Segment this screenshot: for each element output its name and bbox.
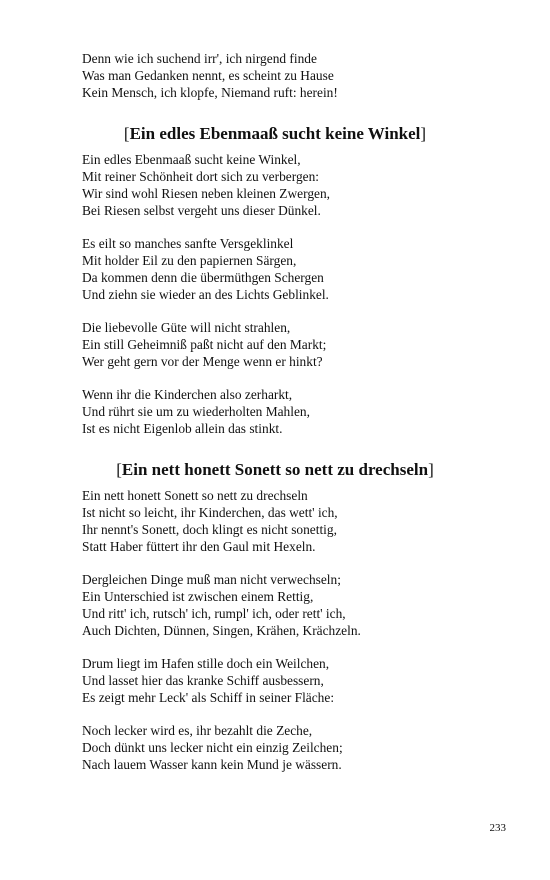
poem-line: Dergleichen Dinge muß man nicht verwechseln; xyxy=(82,572,341,587)
poem-line: Mit holder Eil zu den papiernen Särgen, xyxy=(82,253,297,268)
poem-line: Ein nett honett Sonett so nett zu drechseln xyxy=(82,488,308,503)
stanza xyxy=(82,386,502,437)
poem-line: Wenn ihr die Kinderchen also zerharkt, xyxy=(82,387,293,402)
opening-stanza xyxy=(82,50,502,101)
page-number: 233 xyxy=(489,822,506,834)
poem1-title-text: Ein edles Ebenmaaß sucht keine Winkel xyxy=(129,124,421,143)
poem-line: Ein still Geheimniß paßt nicht auf den Markt; xyxy=(82,337,327,352)
poem-line: Ihr nennt's Sonett, doch klingt es nicht sonettig, xyxy=(82,522,337,537)
poem-line: Und ritt' ich, rutsch' ich, rumpl' ich, oder rett' ich, xyxy=(82,606,346,621)
poem-line: Und rührt sie um zu wiederholten Mahlen, xyxy=(82,404,310,419)
poem-line: Die liebevolle Güte will nicht strahlen, xyxy=(82,320,291,335)
poem-line: Wer geht gern vor der Menge wenn er hinkt? xyxy=(82,354,323,369)
poem-line: Es zeigt mehr Leck' als Schiff in seiner Fläche: xyxy=(82,690,335,705)
poem-line: Es eilt so manches sanfte Versgeklinkel xyxy=(82,236,294,251)
stanza xyxy=(82,235,502,303)
poem-line: Ist es nicht Eigenlob allein das stinkt. xyxy=(82,421,283,436)
stanza xyxy=(82,571,502,639)
poem-line: Doch dünkt uns lecker nicht ein einzig Zeilchen; xyxy=(82,740,343,755)
poem-line: Ein edles Ebenmaaß sucht keine Winkel, xyxy=(82,152,301,167)
poem-line: Ein Unterschied ist zwischen einem Rettig, xyxy=(82,589,314,604)
poem-line: Drum liegt im Hafen stille doch ein Weilchen, xyxy=(82,656,330,671)
poem-line: Nach lauem Wasser kann kein Mund je wässern. xyxy=(82,757,342,772)
poem2-title-text: Ein nett honett Sonett so nett zu drechseln xyxy=(121,460,429,479)
poem-line: Und lasset hier das kranke Schiff ausbessern, xyxy=(82,673,324,688)
stanza xyxy=(82,722,502,773)
stanza xyxy=(82,151,502,219)
poem2-body xyxy=(82,487,502,773)
poem-line: Kein Mensch, ich klopfe, Niemand ruft: herein! xyxy=(82,85,338,100)
poem-line: Da kommen denn die übermüthgen Schergen xyxy=(82,270,324,285)
poem-line: Ist nicht so leicht, ihr Kinderchen, das wett' ich, xyxy=(82,505,338,520)
stanza xyxy=(82,487,502,555)
poem-line: Denn wie ich suchend irr', ich nirgend finde xyxy=(82,51,317,66)
poem-line: Mit reiner Schönheit dort sich zu verbergen: xyxy=(82,169,319,184)
poem1-body xyxy=(82,151,502,437)
poem-line: Auch Dichten, Dünnen, Singen, Krähen, Krächzeln. xyxy=(82,623,361,638)
poem-line: Und ziehn sie wieder an des Lichts Geblinkel. xyxy=(82,287,329,302)
poem-line: Noch lecker wird es, ihr bezahlt die Zeche, xyxy=(82,723,313,738)
poem2-title: [Ein nett honett Sonett so nett zu drechseln] xyxy=(116,460,434,479)
stanza xyxy=(82,319,502,370)
poem-line: Bei Riesen selbst vergeht uns dieser Dünkel. xyxy=(82,203,321,218)
stanza xyxy=(82,655,502,706)
poem-line: Wir sind wohl Riesen neben kleinen Zwergen, xyxy=(82,186,330,201)
poem1-title: [Ein edles Ebenmaaß sucht keine Winkel] xyxy=(123,124,427,143)
poem-line: Statt Haber füttert ihr den Gaul mit Hexeln. xyxy=(82,539,316,554)
poem-line: Was man Gedanken nennt, es scheint zu Hause xyxy=(82,68,334,83)
